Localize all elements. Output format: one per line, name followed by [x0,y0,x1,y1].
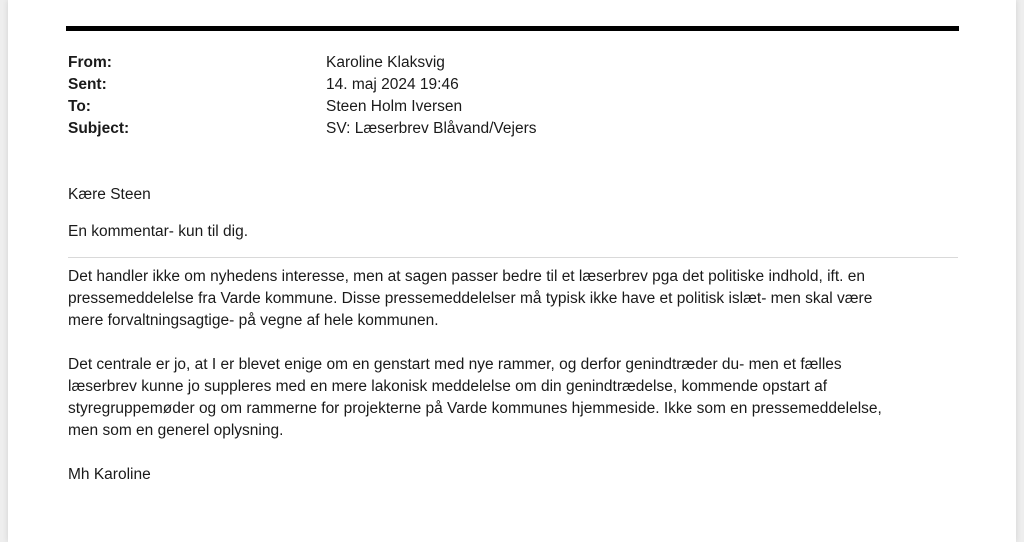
quote-divider [68,257,958,258]
to-label: To: [68,98,91,115]
to-value: Steen Holm Iversen [326,98,463,115]
signoff: Mh Karoline [68,466,151,483]
subject-label: Subject: [68,120,130,137]
paragraph-1 [68,266,968,332]
sent-label: Sent: [68,76,107,93]
paragraph-2-line: læserbrev kunne jo suppleres med en mere lakonisk meddelelse om din genindtrædelse, kommende opstart af [68,378,828,395]
header-row-to [68,96,537,118]
email-header [68,52,537,140]
paragraph-2 [68,354,968,442]
header-row-subject [68,118,537,140]
email-body [68,184,968,486]
paragraph-2-line: styregruppemøder og om rammerne for projekterne på Varde kommunes hjemmeside. Ikke som en pressemeddelelse, [68,400,882,417]
email-page [8,0,1016,542]
greeting: Kære Steen [68,186,151,203]
paragraph-2-line: Det centrale er jo, at I er blevet enige om en genstart med nye rammer, og derfor genindtræder du- men et fælles [68,356,842,373]
paragraph-1-line: Det handler ikke om nyhedens interesse, men at sagen passer bedre til et læserbrev pga det politiske indhold, ift. en [68,268,865,285]
subject-value: SV: Læserbrev Blåvand/Vejers [326,120,537,137]
paragraph-1-line: mere forvaltningsagtige- på vegne af hele kommunen. [68,312,439,329]
header-rule [66,26,959,31]
paragraph-2-line: men som en generel oplysning. [68,422,284,439]
from-label: From: [68,54,112,71]
sent-value: 14. maj 2024 19:46 [326,76,459,93]
header-row-from [68,52,537,74]
intro-line: En kommentar- kun til dig. [68,223,249,240]
header-row-sent [68,74,537,96]
paragraph-1-line: pressemeddelelse fra Varde kommune. Disse pressemeddelelser må typisk ikke have et politisk islæt- men skal være [68,290,873,307]
from-value: Karoline Klaksvig [326,54,445,71]
